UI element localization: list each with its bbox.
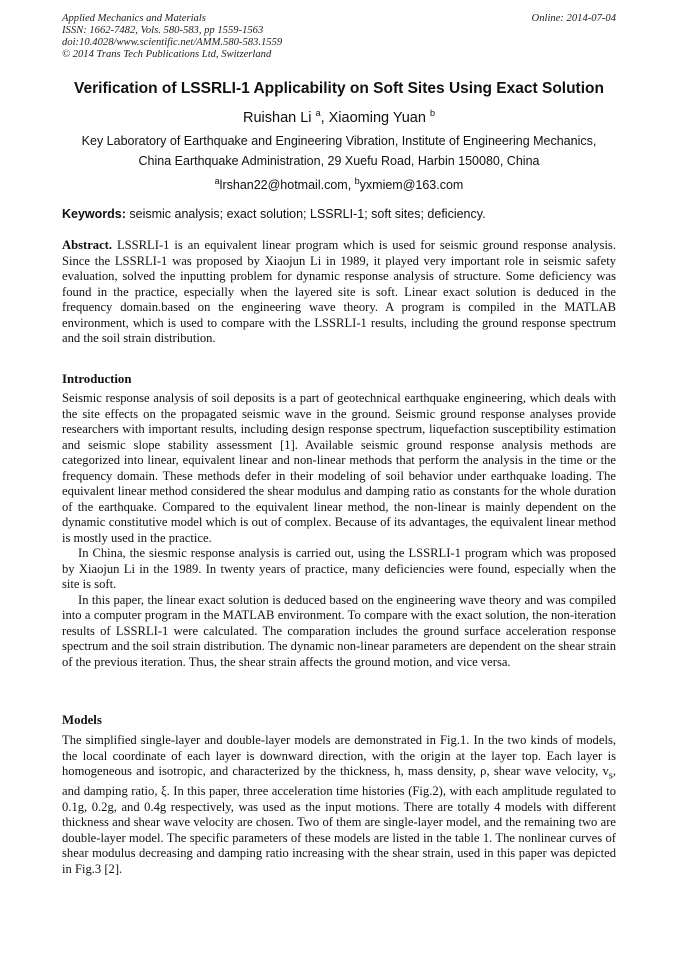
- doi-line: doi:10.4028/www.scientific.net/AMM.580-583.1559: [62, 37, 283, 48]
- keywords-text: seismic analysis; exact solution; LSSRLI-1; soft sites; deficiency.: [125, 207, 486, 221]
- models-body: [62, 733, 616, 877]
- keywords: [62, 205, 618, 223]
- paragraph-text: , and damping ratio, ξ. In this paper, three acceleration time histories (Fig.2), with each amplitude regulated to 0.1g, 0.2g, and 0.4g respectively, was used as the input motions. There are totally 4 models with different thickness and shear wave velocity are chosen. Two of them are single-layer model, and the remaining two are double-layer model. The specific parameters of these models are listed in the table 1. The nonlinear curves of shear modulus decreasing and damping ratio increasing with the shear strain, used in this paper was depicted in Fig.3 [2].: [62, 764, 617, 876]
- section-heading-introduction: Introduction: [62, 372, 132, 386]
- paragraph: In China, the siesmic response analysis is carried out, using the LSSRLI-1 program which was proposed by Xiaojun Li in the 1989. In twenty years of practice, many deficiencies were found, especially when the site is soft.: [62, 546, 616, 591]
- affiliation-line: China Earthquake Administration, 29 Xuefu Road, Harbin 150080, China: [138, 154, 540, 168]
- paragraph: Seismic response analysis of soil deposits is a part of geotechnical earthquake engineering, which deals with the site effects on the propagated seismic wave in the ground. Seismic ground response analyses provide researchers with important results, including design response spectrum, liquefaction susceptibility estimation and seismic slope stability assessment [1]. Available seismic ground response analysis methods are categorized into linear, equivalent linear and non-linear methods that perform the analysis in the time or the frequency domain. These methods defer in their modeling of soil behavior under earthquake loading. The equivalent linear method considered the shear modulus and damping ratio as constants for the whole duration of the earthquake. Compared to the equivalent linear method, the non-linear is mainly dependent on the dynamic constitutive model which is out of complex. Because of its advantages, the equivalent linear method is mostly used in the practice.: [62, 391, 616, 545]
- paper-title: Verification of LSSRLI-1 Applicability on Soft Sites Using Exact Solution: [74, 80, 604, 97]
- abstract-text: LSSRLI-1 is an equivalent linear program which is used for seismic ground response analysis. Since the LSSRLI-1 was proposed by Xiaojun Li in 1989, it played very important role in seismic safety evaluation, solved the inputting problem for dynamic response analysis of structure. Some deficiency was found in the practice, especially when the layered site is soft. Linear exact solution is deduced in the frequency domain.based on the engineering wave theory. A program is compiled in the MATLAB environment, which is used to compare with the LSSRLI-1 results, including the ground response spectrum and the soil strain distribution.: [62, 238, 616, 345]
- author-name: Xiaoming Yuan: [328, 109, 426, 126]
- issn-line: ISSN: 1662-7482, Vols. 580-583, pp 1559-1563: [62, 25, 264, 36]
- email-address[interactable]: yxmiem@163.com: [359, 178, 464, 193]
- author-superscript: a: [315, 108, 321, 118]
- affiliation-line: Key Laboratory of Earthquake and Engineering Vibration, Institute of Engineering Mechanics,: [81, 134, 597, 148]
- paragraph: [62, 733, 616, 877]
- copyright-line: © 2014 Trans Tech Publications Ltd, Switzerland: [62, 49, 272, 60]
- author-name: Ruishan Li: [243, 109, 312, 126]
- journal-name: Applied Mechanics and Materials: [62, 13, 206, 24]
- affiliation: [30, 131, 648, 171]
- abstract: [62, 238, 616, 347]
- email-address[interactable]: lrshan22@hotmail.com,: [219, 178, 355, 193]
- introduction-body: [62, 391, 616, 670]
- author-list: [20, 104, 658, 127]
- keywords-label: Keywords:: [62, 207, 126, 221]
- online-date: Online: 2014-07-04: [531, 13, 616, 24]
- subscript: s: [608, 770, 613, 782]
- journal-header: [62, 13, 616, 61]
- author-emails: [20, 172, 658, 194]
- abstract-label: Abstract.: [62, 238, 113, 252]
- author-separator: ,: [320, 109, 329, 126]
- paragraph: In this paper, the linear exact solution is deduced based on the engineering wave theory and was compiled into a computer program in the MATLAB environment. To compare with the exact solution, the non-iteration results of LSSRLI-1 were calculated. The comparation includes the ground surface acceleration response spectrum and the soil strain distribution. The dynamic non-linear parameters are dependent on the shear strain of the previous iteration. Thus, the shear strain affects the ground motion, and vice versa.: [62, 592, 616, 669]
- section-heading-models: Models: [62, 713, 102, 727]
- email-superscript: b: [354, 176, 360, 186]
- author-superscript: b: [429, 108, 435, 118]
- paragraph-text: The simplified single-layer and double-layer models are demonstrated in Fig.1. In the two kinds of models, the local coordinate of each layer is downward direction, with the origin at the layer top. Each layer is homogeneous and isotropic, and characterized by the thickness, h, mass density, ρ, shear wave velocity, v: [62, 733, 616, 778]
- email-superscript: a: [214, 176, 220, 186]
